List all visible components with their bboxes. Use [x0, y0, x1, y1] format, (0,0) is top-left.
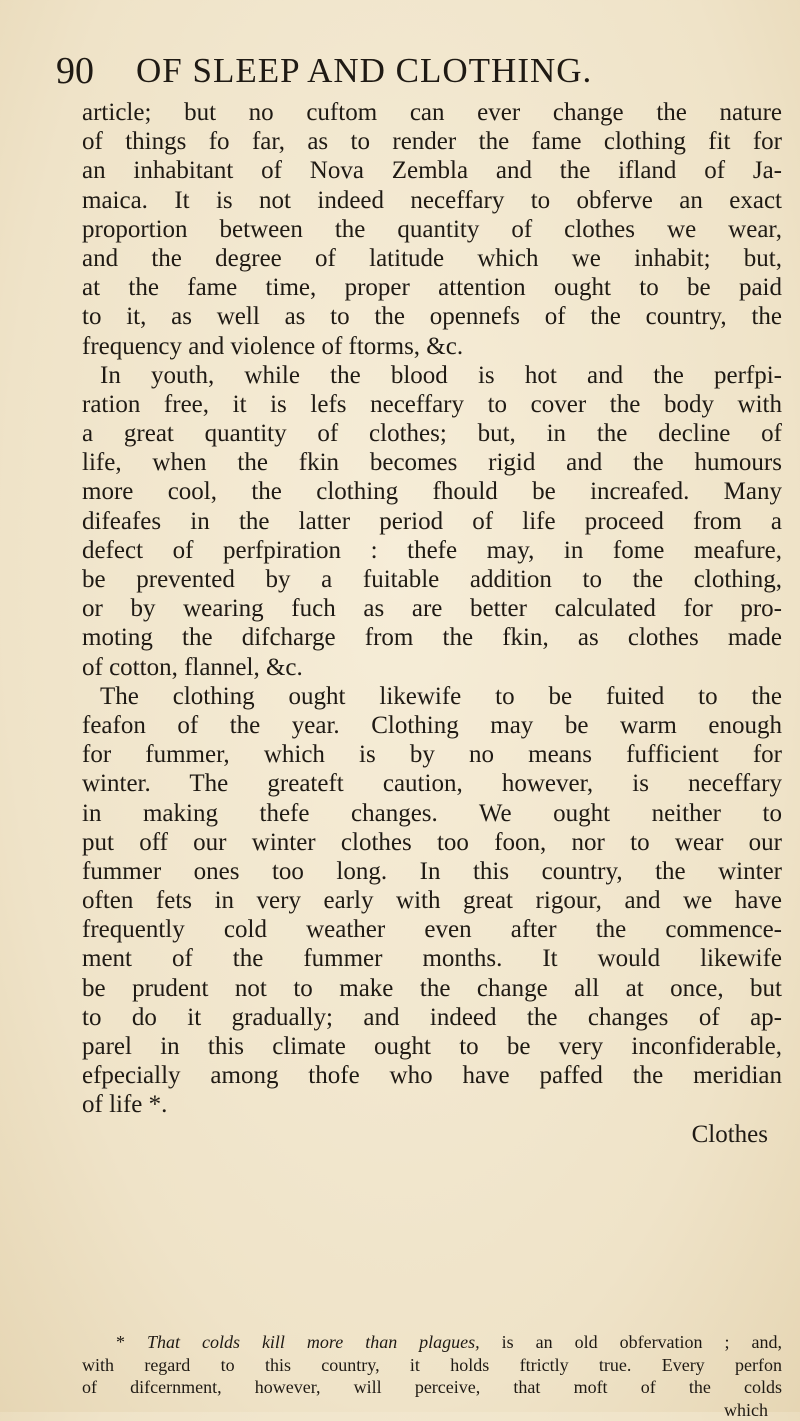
text-line: difeafes in the latter period of life proceed from a — [82, 507, 782, 536]
text-line: be prevented by a fuitable addition to the clothing, — [82, 565, 782, 594]
text-line: In youth, while the blood is hot and the perfpi- — [82, 361, 782, 390]
footnote-text: is an old obfervation ; and, — [480, 1332, 782, 1352]
footnote-line — [82, 1331, 782, 1354]
text-line: life, when the fkin becomes rigid and the humours — [82, 448, 782, 477]
text-line: to it, as well as to the opennefs of the country, the — [82, 302, 782, 331]
footnote-catchword: which — [82, 1399, 782, 1421]
footnote-line: of difcernment, however, will perceive, that moft of the colds — [82, 1376, 782, 1399]
text-line: defect of perfpiration : thefe may, in fome meafure, — [82, 536, 782, 565]
text-line: in making thefe changes. We ought neither to — [82, 799, 782, 828]
page-header — [56, 46, 756, 96]
text-line: frequency and violence of ftorms, &c. — [82, 332, 782, 361]
text-line: be prudent not to make the change all at once, but — [82, 974, 782, 1003]
text-line: an inhabitant of Nova Zembla and the ifland of Ja- — [82, 156, 782, 185]
text-line: ration free, it is lefs neceffary to cover the body with — [82, 390, 782, 419]
text-line: maica. It is not indeed neceffary to obferve an exact — [82, 186, 782, 215]
text-line: put off our winter clothes too foon, nor to wear our — [82, 828, 782, 857]
text-line: often fets in very early with great rigour, and we have — [82, 886, 782, 915]
text-line: or by wearing fuch as are better calculated for pro- — [82, 594, 782, 623]
footnote — [82, 1331, 782, 1421]
text-line: parel in this climate ought to be very inconfiderable, — [82, 1032, 782, 1061]
footnote-quote: That colds kill more than plagues, — [147, 1332, 480, 1352]
text-line: of cotton, flannel, &c. — [82, 653, 782, 682]
text-line: at the fame time, proper attention ought to be paid — [82, 273, 782, 302]
text-line: The clothing ought likewife to be fuited to the — [82, 682, 782, 711]
text-line: winter. The greateft caution, however, is neceffary — [82, 769, 782, 798]
text-line: of things fo far, as to render the fame clothing fit for — [82, 127, 782, 156]
footnote-marker: * — [116, 1332, 147, 1352]
text-line: efpecially among thofe who have paffed the meridian — [82, 1061, 782, 1090]
text-line: to do it gradually; and indeed the changes of ap- — [82, 1003, 782, 1032]
body-text — [82, 98, 782, 1149]
text-line: of life *. — [82, 1090, 782, 1119]
text-line: and the degree of latitude which we inhabit; but, — [82, 244, 782, 273]
text-line: more cool, the clothing fhould be increafed. Many — [82, 477, 782, 506]
running-head: OF SLEEP AND CLOTHING. — [136, 46, 592, 96]
text-line: a great quantity of clothes; but, in the decline of — [82, 419, 782, 448]
text-line: fummer ones too long. In this country, the winter — [82, 857, 782, 886]
page-number: 90 — [56, 46, 94, 96]
text-line: article; but no cuftom can ever change the nature — [82, 98, 782, 127]
text-line: feafon of the year. Clothing may be warm enough — [82, 711, 782, 740]
text-line: moting the difcharge from the fkin, as clothes made — [82, 623, 782, 652]
catchword: Clothes — [82, 1120, 782, 1149]
text-line: ment of the fummer months. It would likewife — [82, 944, 782, 973]
text-line: for fummer, which is by no means fufficient for — [82, 740, 782, 769]
text-line: proportion between the quantity of clothes we wear, — [82, 215, 782, 244]
footnote-line: with regard to this country, it holds ftrictly true. Every perfon — [82, 1354, 782, 1377]
text-line: frequently cold weather even after the commence- — [82, 915, 782, 944]
